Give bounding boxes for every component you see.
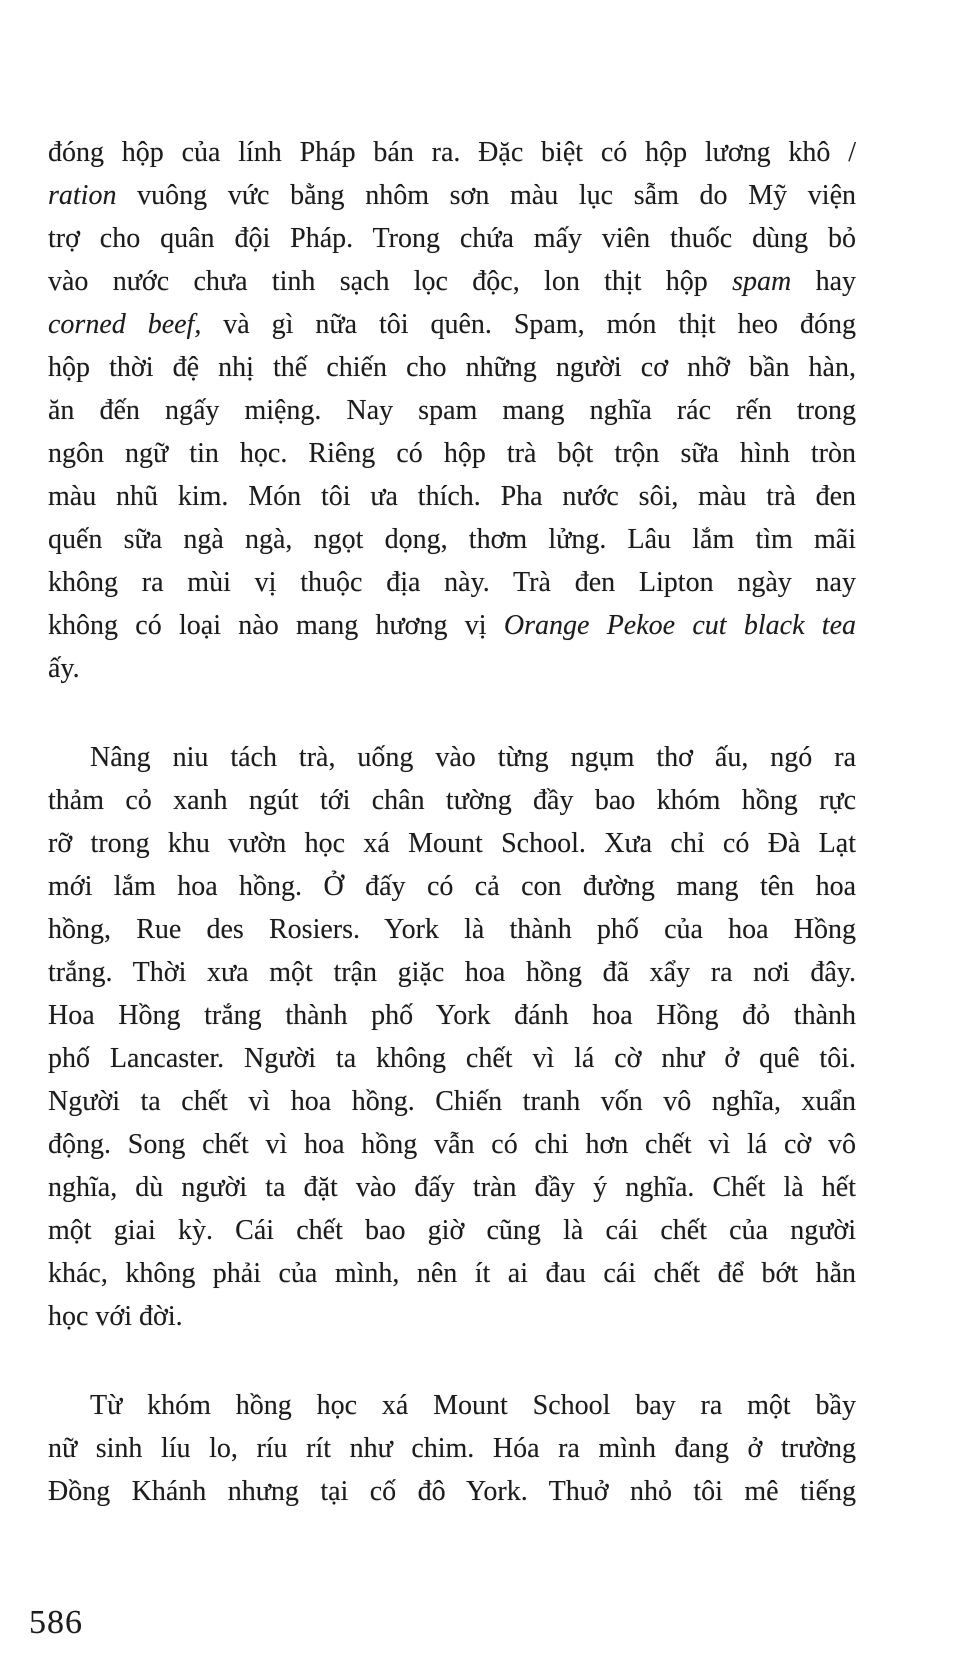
text-run: mới lắm hoa hồng. Ở đấy có cả con đường mang tên hoa <box>48 871 856 902</box>
text-line <box>48 174 856 217</box>
text-line <box>48 1209 856 1252</box>
text-line <box>48 1123 856 1166</box>
text-run: nữ sinh líu lo, ríu rít như chim. Hóa ra mình đang ở trường <box>48 1433 856 1464</box>
text-run-italic: spam <box>732 266 792 297</box>
text-line <box>48 561 856 604</box>
text-run: trợ cho quân đội Pháp. Trong chứa mấy viên thuốc dùng bỏ <box>48 223 856 254</box>
text-run: hồng, Rue des Rosiers. York là thành phố của hoa Hồng <box>48 914 856 945</box>
text-run: màu nhũ kim. Món tôi ưa thích. Pha nước sôi, màu trà đen <box>48 481 856 512</box>
text-run-italic: ration <box>48 180 117 211</box>
text-run-italic: corned beef, <box>48 309 202 340</box>
text-run: động. Song chết vì hoa hồng vẫn có chi hơn chết vì lá cờ vô <box>48 1129 856 1160</box>
text-line <box>48 1295 856 1338</box>
text-line <box>48 865 856 908</box>
text-run: ngôn ngữ tin học. Riêng có hộp trà bột trộn sữa hình tròn <box>48 438 856 469</box>
text-run: vào nước chưa tinh sạch lọc độc, lon thịt hộp <box>48 266 733 297</box>
text-run: Hoa Hồng trắng thành phố York đánh hoa Hồng đỏ thành <box>48 1000 856 1031</box>
text-run: vuông vức bằng nhôm sơn màu lục sẫm do Mỹ viện <box>116 180 856 211</box>
text-line <box>48 131 856 174</box>
text-line <box>48 217 856 260</box>
text-run: và gì nữa tôi quên. Spam, món thịt heo đóng <box>201 309 856 340</box>
paragraph <box>48 736 856 1338</box>
text-line <box>48 1252 856 1295</box>
text-line <box>48 432 856 475</box>
text-run-italic: Orange Pekoe cut black tea <box>503 610 857 641</box>
text-line <box>48 736 856 779</box>
text-line <box>48 303 856 346</box>
text-run: một giai kỳ. Cái chết bao giờ cũng là cái chết của người <box>48 1215 856 1246</box>
text-line <box>48 1080 856 1123</box>
text-line <box>48 518 856 561</box>
text-run: quến sữa ngà ngà, ngọt dọng, thơm lửng. Lâu lắm tìm mãi <box>48 524 856 555</box>
text-line <box>48 822 856 865</box>
text-line <box>48 389 856 432</box>
paragraph <box>48 131 856 690</box>
text-run: nghĩa, dù người ta đặt vào đấy tràn đầy ý nghĩa. Chết là hết <box>48 1172 856 1203</box>
text-line <box>48 1166 856 1209</box>
text-line <box>48 908 856 951</box>
text-line <box>48 346 856 389</box>
text-line <box>48 647 856 690</box>
text-run: ấy. <box>48 653 80 684</box>
page-number: 586 <box>29 1604 83 1641</box>
text-line <box>48 779 856 822</box>
text-run: không ra mùi vị thuộc địa này. Trà đen Lipton ngày nay <box>48 567 856 598</box>
text-run: Nâng niu tách trà, uống vào từng ngụm thơ ấu, ngó ra <box>90 742 856 773</box>
text-line <box>48 1470 856 1513</box>
text-line <box>48 1427 856 1470</box>
text-column <box>48 131 856 1513</box>
text-line <box>48 1037 856 1080</box>
text-run: Từ khóm hồng học xá Mount School bay ra một bầy <box>90 1390 856 1421</box>
text-line <box>48 604 856 647</box>
text-line <box>48 951 856 994</box>
text-run: trắng. Thời xưa một trận giặc hoa hồng đã xẩy ra nơi đây. <box>48 957 856 988</box>
text-run: Người ta chết vì hoa hồng. Chiến tranh vốn vô nghĩa, xuẩn <box>48 1086 856 1117</box>
paragraph <box>48 1384 856 1513</box>
text-run: hay <box>791 266 856 297</box>
text-line <box>48 994 856 1037</box>
text-line <box>48 475 856 518</box>
text-run: Đồng Khánh nhưng tại cố đô York. Thuở nhỏ tôi mê tiếng <box>48 1476 856 1507</box>
text-run: thảm cỏ xanh ngút tới chân tường đầy bao khóm hồng rực <box>48 785 856 816</box>
text-run: phố Lancaster. Người ta không chết vì lá cờ như ở quê tôi. <box>48 1043 856 1074</box>
text-run: ăn đến ngấy miệng. Nay spam mang nghĩa rác rến trong <box>48 395 856 426</box>
text-run: học với đời. <box>48 1301 183 1332</box>
text-run: đóng hộp của lính Pháp bán ra. Đặc biệt có hộp lương khô / <box>48 137 856 168</box>
text-run: rỡ trong khu vườn học xá Mount School. Xưa chỉ có Đà Lạt <box>48 828 856 859</box>
text-line <box>48 260 856 303</box>
text-run: hộp thời đệ nhị thế chiến cho những người cơ nhỡ bần hàn, <box>48 352 856 383</box>
text-line <box>48 1384 856 1427</box>
text-run: khác, không phải của mình, nên ít ai đau cái chết để bớt hằn <box>48 1258 856 1289</box>
text-run: không có loại nào mang hương vị <box>48 610 504 641</box>
